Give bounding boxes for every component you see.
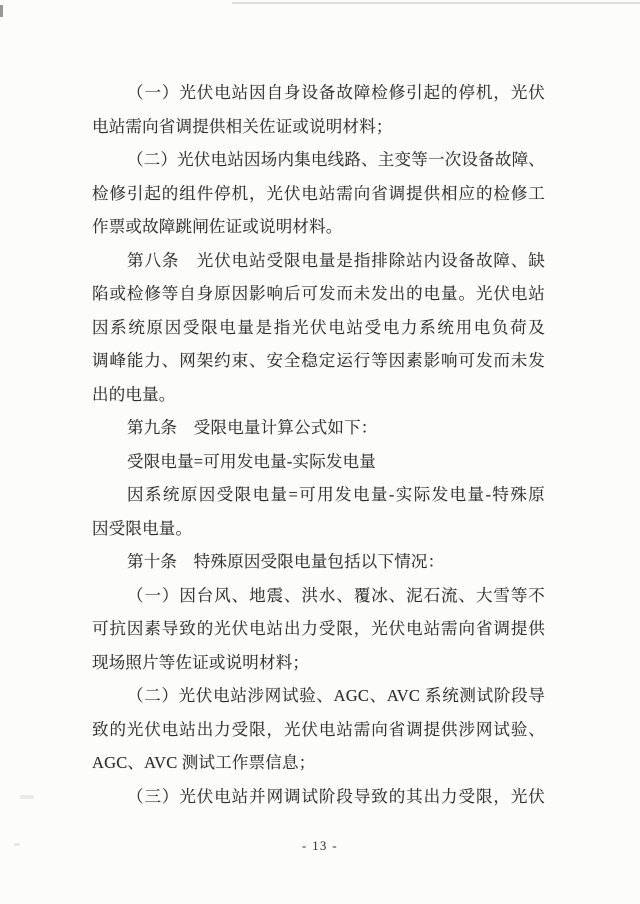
text-line: 第十条 特殊原因受限电量包括以下情况： — [127, 552, 445, 571]
text-line: 因受限电量。 — [92, 518, 193, 538]
text-line: 作票或故障跳闸佐证或说明材料。 — [92, 217, 343, 236]
text-line: 检修引起的组件停机，光伏电站需向省调提供相应的检修工 — [92, 183, 545, 203]
text-line: 陷或检修等自身原因影响后可发而未发出的电量。光伏电站 — [92, 284, 545, 303]
text-line: 第八条 光伏电站受限电量是指排除站内设备故障、缺 — [127, 250, 545, 270]
document-body — [92, 76, 545, 813]
scan-artifact-left-edge-mark — [0, 5, 3, 17]
text-line: （二）光伏电站因场内集电线路、主变等一次设备故障、 — [127, 150, 545, 169]
text-line: 因系统原因受限电量是指光伏电站受电力系统用电负荷及 — [92, 317, 545, 337]
text-line: 因系统原因受限电量=可用发电量-实际发电量-特殊原 — [127, 485, 545, 504]
text-line: 出的电量。 — [92, 384, 176, 404]
text-line: （三）光伏电站并网调试阶段导致的其出力受限，光伏 — [127, 786, 545, 806]
scan-artifact-speck — [20, 795, 34, 799]
scan-artifact-top-line — [232, 2, 640, 4]
text-line: （一）因台风、地震、洪水、覆冰、泥石流、大雪等不 — [127, 585, 545, 605]
text-line: 调峰能力、网架约束、安全稳定运行等因素影响可发而未发 — [92, 351, 545, 370]
text-line: 现场照片等佐证或说明材料； — [92, 652, 310, 672]
text-line: 致的光伏电站出力受限，光伏电站需向省调提供涉网试验、 — [92, 719, 545, 739]
text-line: 电站需向省调提供相关佐证或说明材料； — [92, 116, 393, 136]
text-line: 可抗因素导致的光伏电站出力受限，光伏电站需向省调提供 — [92, 619, 545, 638]
page-number: - 13 - — [301, 839, 339, 853]
text-line: AGC、AVC 测试工作票信息； — [92, 753, 316, 772]
text-line: （一）光伏电站因自身设备故障检修引起的停机，光伏 — [127, 83, 545, 102]
text-line: （二）光伏电站涉网试验、AGC、AVC 系统测试阶段导 — [127, 686, 545, 705]
text-line: 第九条 受限电量计算公式如下： — [127, 418, 378, 437]
text-line: 受限电量=可用发电量-实际发电量 — [127, 451, 376, 471]
